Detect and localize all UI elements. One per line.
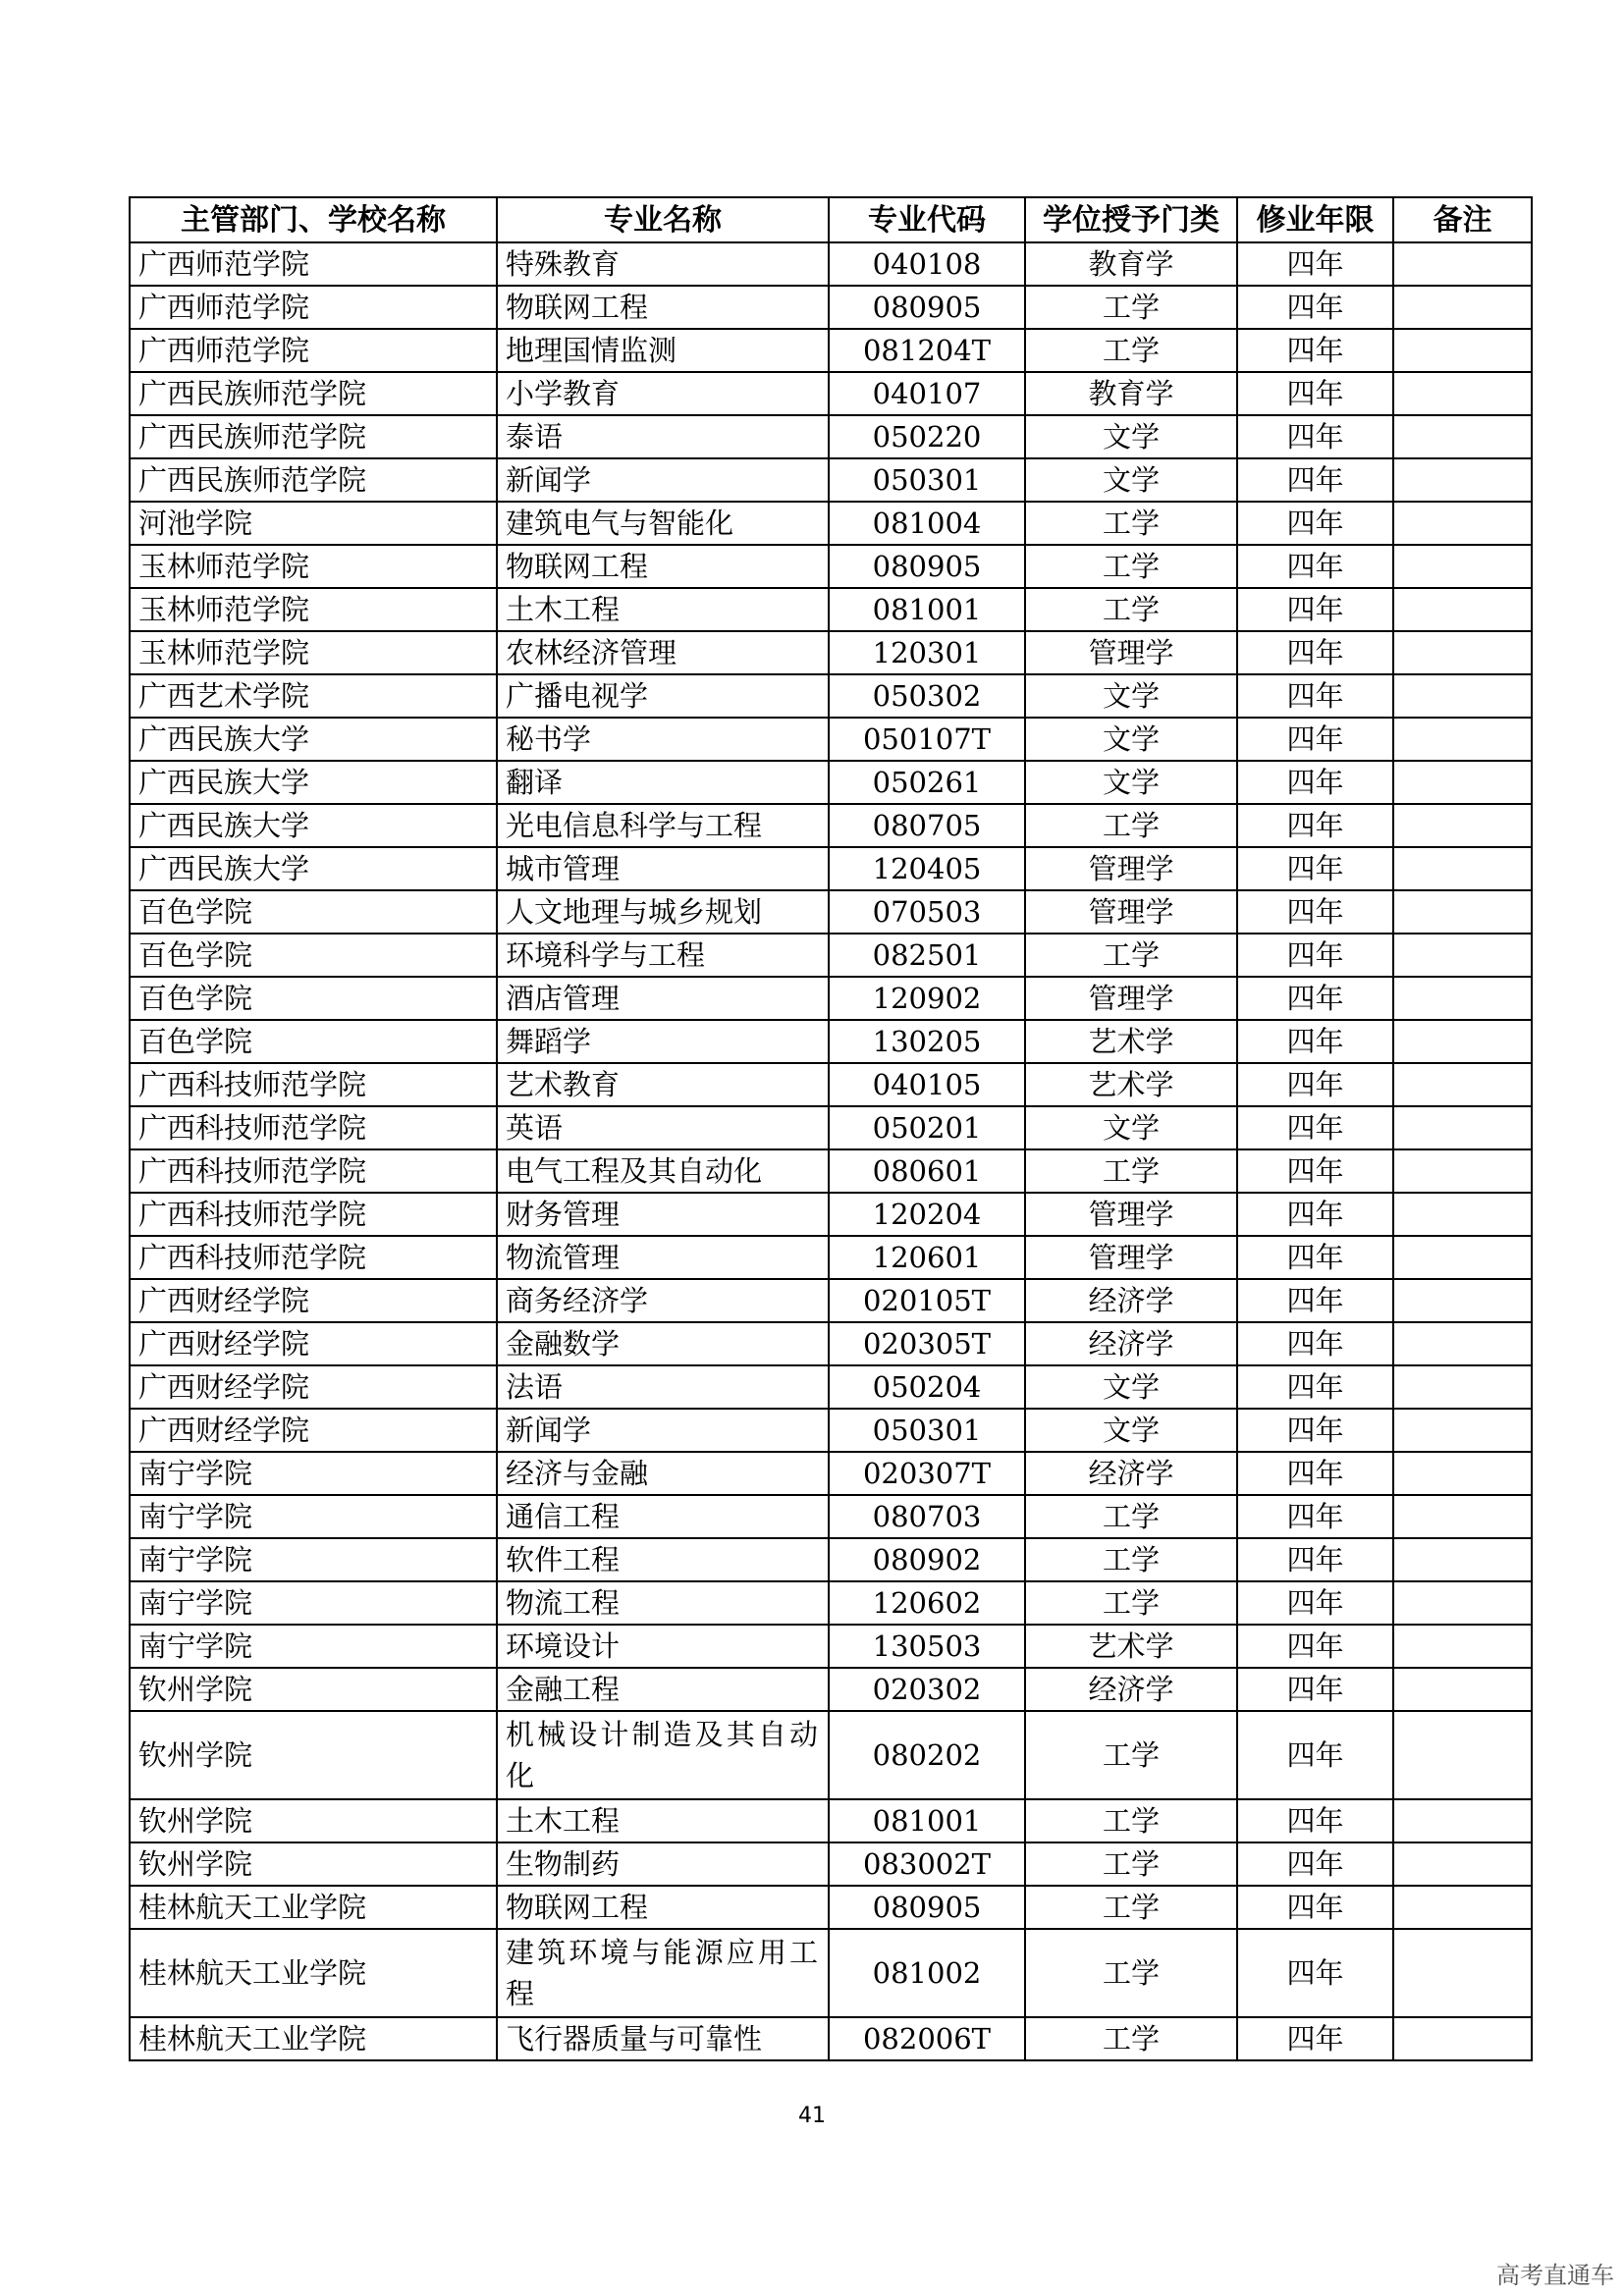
cell-degree: 管理学 [1025, 1193, 1237, 1236]
cell-degree: 管理学 [1025, 1236, 1237, 1279]
cell-notes [1393, 1020, 1532, 1063]
cell-school: 南宁学院 [130, 1495, 497, 1538]
table-row [130, 1322, 1532, 1365]
table-row [130, 458, 1532, 502]
cell-notes [1393, 1495, 1532, 1538]
cell-code: 020307T [829, 1452, 1025, 1495]
cell-school: 南宁学院 [130, 1581, 497, 1625]
cell-degree: 工学 [1025, 286, 1237, 329]
table-row [130, 1106, 1532, 1149]
cell-notes [1393, 588, 1532, 631]
table-row [130, 674, 1532, 718]
cell-school: 桂林航天工业学院 [130, 1886, 497, 1929]
cell-code: 083002T [829, 1842, 1025, 1886]
cell-duration: 四年 [1237, 242, 1393, 286]
table-row [130, 890, 1532, 934]
cell-duration: 四年 [1237, 502, 1393, 545]
cell-duration: 四年 [1237, 458, 1393, 502]
cell-code: 070503 [829, 890, 1025, 934]
cell-major: 土木工程 [497, 1799, 829, 1842]
cell-degree: 教育学 [1025, 242, 1237, 286]
table-row [130, 1668, 1532, 1711]
cell-degree: 工学 [1025, 1886, 1237, 1929]
table-row [130, 1279, 1532, 1322]
cell-duration: 四年 [1237, 1842, 1393, 1886]
cell-major: 法语 [497, 1365, 829, 1409]
cell-duration: 四年 [1237, 761, 1393, 804]
cell-code: 120902 [829, 977, 1025, 1020]
cell-code: 120301 [829, 631, 1025, 674]
cell-major: 建筑环境与能源应用工程 [497, 1929, 829, 2017]
table-row [130, 1452, 1532, 1495]
table-row [130, 1929, 1532, 2017]
cell-code: 050301 [829, 458, 1025, 502]
cell-degree: 工学 [1025, 1711, 1237, 1799]
cell-duration: 四年 [1237, 674, 1393, 718]
cell-duration: 四年 [1237, 1365, 1393, 1409]
cell-notes [1393, 1106, 1532, 1149]
cell-major: 广播电视学 [497, 674, 829, 718]
cell-degree: 管理学 [1025, 631, 1237, 674]
cell-school: 广西科技师范学院 [130, 1193, 497, 1236]
cell-major: 翻译 [497, 761, 829, 804]
header-duration: 修业年限 [1237, 197, 1393, 242]
cell-major: 泰语 [497, 415, 829, 458]
cell-degree: 工学 [1025, 1495, 1237, 1538]
cell-notes [1393, 1063, 1532, 1106]
program-table [129, 196, 1533, 2061]
cell-school: 百色学院 [130, 890, 497, 934]
cell-notes [1393, 1929, 1532, 2017]
cell-major: 环境设计 [497, 1625, 829, 1668]
cell-major: 商务经济学 [497, 1279, 829, 1322]
table-row [130, 2017, 1532, 2060]
cell-major: 经济与金融 [497, 1452, 829, 1495]
cell-notes [1393, 415, 1532, 458]
cell-school: 广西师范学院 [130, 286, 497, 329]
cell-degree: 工学 [1025, 588, 1237, 631]
cell-duration: 四年 [1237, 631, 1393, 674]
cell-major: 软件工程 [497, 1538, 829, 1581]
table-row [130, 1625, 1532, 1668]
cell-school: 钦州学院 [130, 1799, 497, 1842]
cell-notes [1393, 934, 1532, 977]
cell-degree: 文学 [1025, 1106, 1237, 1149]
cell-major: 飞行器质量与可靠性 [497, 2017, 829, 2060]
cell-major: 电气工程及其自动化 [497, 1149, 829, 1193]
cell-notes [1393, 242, 1532, 286]
cell-degree: 教育学 [1025, 372, 1237, 415]
cell-degree: 经济学 [1025, 1279, 1237, 1322]
cell-major: 物流管理 [497, 1236, 829, 1279]
cell-notes [1393, 1842, 1532, 1886]
cell-duration: 四年 [1237, 286, 1393, 329]
cell-duration: 四年 [1237, 1929, 1393, 2017]
cell-notes [1393, 674, 1532, 718]
cell-code: 081001 [829, 1799, 1025, 1842]
cell-major: 物联网工程 [497, 1886, 829, 1929]
cell-notes [1393, 502, 1532, 545]
cell-duration: 四年 [1237, 1711, 1393, 1799]
cell-major: 土木工程 [497, 588, 829, 631]
cell-degree: 工学 [1025, 1799, 1237, 1842]
cell-notes [1393, 1322, 1532, 1365]
table-body [130, 242, 1532, 2060]
table-row [130, 631, 1532, 674]
cell-school: 百色学院 [130, 1020, 497, 1063]
cell-degree: 管理学 [1025, 977, 1237, 1020]
cell-school: 广西科技师范学院 [130, 1149, 497, 1193]
cell-notes [1393, 1149, 1532, 1193]
cell-code: 050261 [829, 761, 1025, 804]
cell-duration: 四年 [1237, 1020, 1393, 1063]
table-row [130, 1149, 1532, 1193]
cell-major: 机械设计制造及其自动化 [497, 1711, 829, 1799]
cell-duration: 四年 [1237, 1799, 1393, 1842]
cell-major: 酒店管理 [497, 977, 829, 1020]
cell-duration: 四年 [1237, 1236, 1393, 1279]
cell-major: 环境科学与工程 [497, 934, 829, 977]
cell-duration: 四年 [1237, 415, 1393, 458]
cell-school: 广西民族大学 [130, 804, 497, 847]
cell-notes [1393, 545, 1532, 588]
cell-major: 秘书学 [497, 718, 829, 761]
cell-duration: 四年 [1237, 934, 1393, 977]
cell-duration: 四年 [1237, 1538, 1393, 1581]
cell-school: 广西科技师范学院 [130, 1063, 497, 1106]
cell-code: 020302 [829, 1668, 1025, 1711]
cell-code: 020105T [829, 1279, 1025, 1322]
cell-duration: 四年 [1237, 1279, 1393, 1322]
watermark: 高考直通车 [1496, 2262, 1614, 2289]
cell-school: 钦州学院 [130, 1842, 497, 1886]
table-row [130, 761, 1532, 804]
cell-degree: 工学 [1025, 545, 1237, 588]
cell-school: 广西民族师范学院 [130, 458, 497, 502]
cell-degree: 工学 [1025, 934, 1237, 977]
cell-notes [1393, 1236, 1532, 1279]
cell-code: 050204 [829, 1365, 1025, 1409]
cell-major: 光电信息科学与工程 [497, 804, 829, 847]
cell-degree: 文学 [1025, 458, 1237, 502]
table-header-row [130, 197, 1532, 242]
cell-duration: 四年 [1237, 1625, 1393, 1668]
table-row [130, 804, 1532, 847]
cell-school: 广西财经学院 [130, 1322, 497, 1365]
table-row [130, 1581, 1532, 1625]
cell-school: 广西民族师范学院 [130, 372, 497, 415]
cell-school: 玉林师范学院 [130, 545, 497, 588]
table-row [130, 242, 1532, 286]
cell-duration: 四年 [1237, 890, 1393, 934]
cell-school: 广西师范学院 [130, 242, 497, 286]
cell-duration: 四年 [1237, 2017, 1393, 2060]
cell-duration: 四年 [1237, 545, 1393, 588]
cell-duration: 四年 [1237, 1886, 1393, 1929]
cell-notes [1393, 761, 1532, 804]
table-row [130, 847, 1532, 890]
cell-major: 生物制药 [497, 1842, 829, 1886]
cell-major: 财务管理 [497, 1193, 829, 1236]
cell-school: 广西财经学院 [130, 1279, 497, 1322]
cell-code: 120405 [829, 847, 1025, 890]
cell-degree: 工学 [1025, 1842, 1237, 1886]
cell-major: 建筑电气与智能化 [497, 502, 829, 545]
cell-notes [1393, 2017, 1532, 2060]
cell-code: 080902 [829, 1538, 1025, 1581]
table-row [130, 1365, 1532, 1409]
cell-school: 钦州学院 [130, 1668, 497, 1711]
cell-major: 新闻学 [497, 1409, 829, 1452]
cell-major: 城市管理 [497, 847, 829, 890]
cell-school: 南宁学院 [130, 1538, 497, 1581]
cell-degree: 文学 [1025, 674, 1237, 718]
cell-degree: 艺术学 [1025, 1020, 1237, 1063]
cell-school: 玉林师范学院 [130, 631, 497, 674]
table-row [130, 545, 1532, 588]
cell-notes [1393, 1452, 1532, 1495]
cell-duration: 四年 [1237, 804, 1393, 847]
cell-major: 特殊教育 [497, 242, 829, 286]
cell-notes [1393, 847, 1532, 890]
cell-degree: 工学 [1025, 502, 1237, 545]
cell-notes [1393, 1409, 1532, 1452]
cell-major: 物流工程 [497, 1581, 829, 1625]
cell-duration: 四年 [1237, 1452, 1393, 1495]
cell-school: 南宁学院 [130, 1452, 497, 1495]
table-row [130, 977, 1532, 1020]
cell-notes [1393, 1279, 1532, 1322]
table-row [130, 415, 1532, 458]
cell-notes [1393, 458, 1532, 502]
cell-major: 英语 [497, 1106, 829, 1149]
cell-school: 钦州学院 [130, 1711, 497, 1799]
table-row [130, 718, 1532, 761]
cell-major: 艺术教育 [497, 1063, 829, 1106]
table-row [130, 1842, 1532, 1886]
table-row [130, 588, 1532, 631]
cell-notes [1393, 286, 1532, 329]
cell-code: 080905 [829, 286, 1025, 329]
cell-code: 120601 [829, 1236, 1025, 1279]
cell-school: 桂林航天工业学院 [130, 2017, 497, 2060]
cell-code: 050107T [829, 718, 1025, 761]
cell-degree: 文学 [1025, 761, 1237, 804]
cell-degree: 艺术学 [1025, 1063, 1237, 1106]
cell-notes [1393, 1538, 1532, 1581]
cell-duration: 四年 [1237, 1106, 1393, 1149]
cell-school: 广西民族大学 [130, 761, 497, 804]
cell-code: 120602 [829, 1581, 1025, 1625]
table-row [130, 1711, 1532, 1799]
cell-major: 新闻学 [497, 458, 829, 502]
cell-major: 金融数学 [497, 1322, 829, 1365]
cell-notes [1393, 977, 1532, 1020]
cell-code: 082501 [829, 934, 1025, 977]
cell-code: 080601 [829, 1149, 1025, 1193]
cell-school: 广西民族师范学院 [130, 415, 497, 458]
cell-code: 080905 [829, 1886, 1025, 1929]
cell-code: 080905 [829, 545, 1025, 588]
cell-notes [1393, 804, 1532, 847]
cell-duration: 四年 [1237, 1581, 1393, 1625]
cell-school: 广西师范学院 [130, 329, 497, 372]
cell-code: 081004 [829, 502, 1025, 545]
cell-notes [1393, 1625, 1532, 1668]
cell-duration: 四年 [1237, 329, 1393, 372]
header-notes: 备注 [1393, 197, 1532, 242]
page-number: 41 [798, 2104, 826, 2128]
cell-notes [1393, 1711, 1532, 1799]
cell-notes [1393, 1799, 1532, 1842]
cell-code: 082006T [829, 2017, 1025, 2060]
cell-major: 通信工程 [497, 1495, 829, 1538]
cell-notes [1393, 1193, 1532, 1236]
cell-code: 050201 [829, 1106, 1025, 1149]
cell-code: 081204T [829, 329, 1025, 372]
cell-duration: 四年 [1237, 588, 1393, 631]
cell-school: 百色学院 [130, 977, 497, 1020]
cell-school: 广西科技师范学院 [130, 1236, 497, 1279]
cell-major: 物联网工程 [497, 545, 829, 588]
cell-code: 040108 [829, 242, 1025, 286]
table-row [130, 1020, 1532, 1063]
table-row [130, 1236, 1532, 1279]
header-degree: 学位授予门类 [1025, 197, 1237, 242]
cell-code: 040105 [829, 1063, 1025, 1106]
header-major: 专业名称 [497, 197, 829, 242]
cell-notes [1393, 890, 1532, 934]
cell-major: 人文地理与城乡规划 [497, 890, 829, 934]
cell-school: 南宁学院 [130, 1625, 497, 1668]
cell-school: 广西科技师范学院 [130, 1106, 497, 1149]
cell-code: 020305T [829, 1322, 1025, 1365]
cell-duration: 四年 [1237, 1149, 1393, 1193]
cell-degree: 艺术学 [1025, 1625, 1237, 1668]
cell-degree: 工学 [1025, 804, 1237, 847]
cell-degree: 经济学 [1025, 1668, 1237, 1711]
cell-major: 农林经济管理 [497, 631, 829, 674]
cell-notes [1393, 372, 1532, 415]
cell-duration: 四年 [1237, 977, 1393, 1020]
table-row [130, 1886, 1532, 1929]
header-school: 主管部门、学校名称 [130, 197, 497, 242]
cell-degree: 工学 [1025, 1581, 1237, 1625]
cell-school: 广西财经学院 [130, 1365, 497, 1409]
table-row [130, 934, 1532, 977]
cell-duration: 四年 [1237, 1322, 1393, 1365]
cell-code: 130503 [829, 1625, 1025, 1668]
table-row [130, 372, 1532, 415]
cell-school: 河池学院 [130, 502, 497, 545]
cell-code: 050302 [829, 674, 1025, 718]
cell-duration: 四年 [1237, 1409, 1393, 1452]
cell-notes [1393, 1581, 1532, 1625]
table-row [130, 502, 1532, 545]
table-row [130, 1063, 1532, 1106]
header-code: 专业代码 [829, 197, 1025, 242]
cell-code: 080705 [829, 804, 1025, 847]
cell-degree: 工学 [1025, 329, 1237, 372]
table-row [130, 1193, 1532, 1236]
cell-degree: 工学 [1025, 1538, 1237, 1581]
cell-degree: 文学 [1025, 415, 1237, 458]
cell-notes [1393, 1365, 1532, 1409]
cell-code: 050220 [829, 415, 1025, 458]
cell-notes [1393, 1668, 1532, 1711]
cell-school: 广西艺术学院 [130, 674, 497, 718]
cell-code: 050301 [829, 1409, 1025, 1452]
cell-major: 舞蹈学 [497, 1020, 829, 1063]
cell-code: 080703 [829, 1495, 1025, 1538]
cell-major: 金融工程 [497, 1668, 829, 1711]
cell-notes [1393, 631, 1532, 674]
cell-degree: 文学 [1025, 1365, 1237, 1409]
cell-major: 物联网工程 [497, 286, 829, 329]
cell-notes [1393, 1886, 1532, 1929]
cell-school: 桂林航天工业学院 [130, 1929, 497, 2017]
cell-duration: 四年 [1237, 718, 1393, 761]
cell-school: 玉林师范学院 [130, 588, 497, 631]
cell-notes [1393, 329, 1532, 372]
cell-degree: 工学 [1025, 1929, 1237, 2017]
table-row [130, 1409, 1532, 1452]
cell-school: 广西民族大学 [130, 718, 497, 761]
table-row [130, 1495, 1532, 1538]
cell-duration: 四年 [1237, 847, 1393, 890]
cell-degree: 文学 [1025, 718, 1237, 761]
cell-school: 百色学院 [130, 934, 497, 977]
cell-duration: 四年 [1237, 1495, 1393, 1538]
table-row [130, 1799, 1532, 1842]
cell-duration: 四年 [1237, 1193, 1393, 1236]
cell-school: 广西民族大学 [130, 847, 497, 890]
table-row [130, 1538, 1532, 1581]
cell-code: 081002 [829, 1929, 1025, 2017]
cell-code: 081001 [829, 588, 1025, 631]
cell-school: 广西财经学院 [130, 1409, 497, 1452]
cell-duration: 四年 [1237, 372, 1393, 415]
cell-notes [1393, 718, 1532, 761]
cell-duration: 四年 [1237, 1668, 1393, 1711]
cell-code: 120204 [829, 1193, 1025, 1236]
cell-degree: 工学 [1025, 2017, 1237, 2060]
cell-major: 小学教育 [497, 372, 829, 415]
cell-major: 地理国情监测 [497, 329, 829, 372]
cell-degree: 管理学 [1025, 847, 1237, 890]
cell-degree: 管理学 [1025, 890, 1237, 934]
cell-degree: 经济学 [1025, 1452, 1237, 1495]
table-row [130, 286, 1532, 329]
cell-degree: 文学 [1025, 1409, 1237, 1452]
cell-code: 040107 [829, 372, 1025, 415]
table-row [130, 329, 1532, 372]
cell-degree: 经济学 [1025, 1322, 1237, 1365]
cell-code: 080202 [829, 1711, 1025, 1799]
cell-degree: 工学 [1025, 1149, 1237, 1193]
cell-duration: 四年 [1237, 1063, 1393, 1106]
cell-code: 130205 [829, 1020, 1025, 1063]
